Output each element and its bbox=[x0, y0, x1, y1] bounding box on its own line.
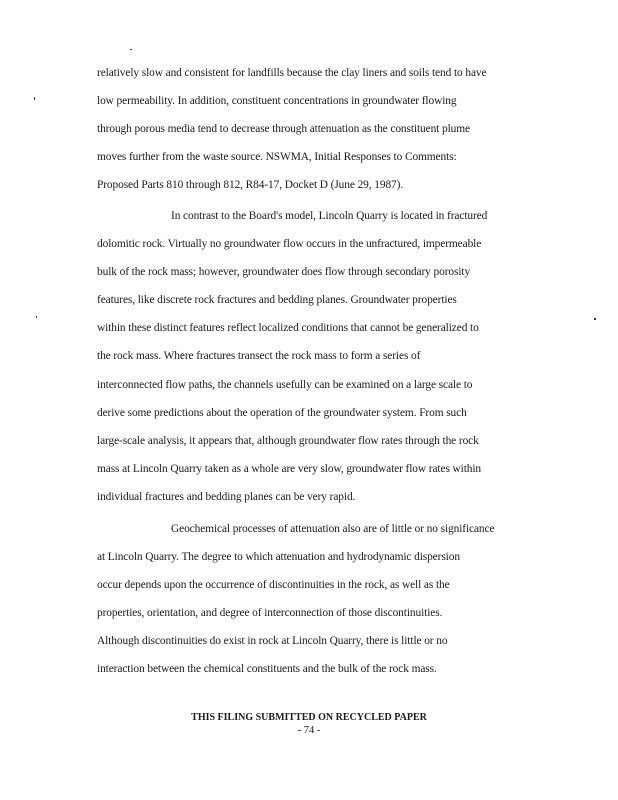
text-line: Although discontinuities do exist in rock at Lincoln Quarry, there is little or no bbox=[97, 635, 448, 647]
text-line: derive some predictions about the operation of the groundwater system. From such bbox=[97, 407, 467, 419]
text-line: at Lincoln Quarry. The degree to which attenuation and hydrodynamic dispersion bbox=[97, 551, 460, 563]
scan-speck bbox=[36, 316, 37, 318]
text-line: In contrast to the Board's model, Lincoln Quarry is located in fractured bbox=[171, 210, 488, 222]
page-number: - 74 - bbox=[297, 725, 321, 736]
recycled-paper-notice: THIS FILING SUBMITTED ON RECYCLED PAPER bbox=[191, 712, 427, 723]
text-line: properties, orientation, and degree of interconnection of those discontinuities. bbox=[97, 607, 443, 619]
text-line: individual fractures and bedding planes can be very rapid. bbox=[97, 491, 356, 503]
scan-speck bbox=[594, 318, 596, 320]
text-line: within these distinct features reflect localized conditions that cannot be generalized to bbox=[97, 322, 479, 334]
text-line: low permeability. In addition, constituent concentrations in groundwater flowing bbox=[97, 95, 457, 107]
text-line: relatively slow and consistent for landfills because the clay liners and soils tend to have bbox=[97, 67, 487, 79]
text-line: interconnected flow paths, the channels usefully can be examined on a large scale to bbox=[97, 379, 473, 391]
text-line: the rock mass. Where fractures transect the rock mass to form a series of bbox=[97, 350, 421, 362]
text-line: through porous media tend to decrease through attenuation as the constituent plume bbox=[97, 123, 470, 135]
text-line: large-scale analysis, it appears that, although groundwater flow rates through the rock bbox=[97, 435, 479, 447]
text-line: Proposed Parts 810 through 812, R84-17, Docket D (June 29, 1987). bbox=[97, 179, 404, 191]
scan-speck bbox=[34, 97, 35, 100]
text-line: dolomitic rock. Virtually no groundwater flow occurs in the unfractured, impermeable bbox=[97, 238, 482, 250]
text-line: Geochemical processes of attenuation also are of little or no significance bbox=[171, 523, 495, 535]
text-line: occur depends upon the occurrence of discontinuities in the rock, as well as the bbox=[97, 579, 450, 591]
text-line: features, like discrete rock fractures and bedding planes. Groundwater properties bbox=[97, 294, 457, 306]
text-line: moves further from the waste source. NSWMA, Initial Responses to Comments: bbox=[97, 151, 457, 163]
text-line: interaction between the chemical constituents and the bulk of the rock mass. bbox=[97, 663, 437, 675]
text-line: mass at Lincoln Quarry taken as a whole are very slow, groundwater flow rates within bbox=[97, 463, 482, 475]
scan-speck bbox=[130, 49, 132, 50]
text-line: bulk of the rock mass; however, groundwater does flow through secondary porosity bbox=[97, 266, 471, 278]
